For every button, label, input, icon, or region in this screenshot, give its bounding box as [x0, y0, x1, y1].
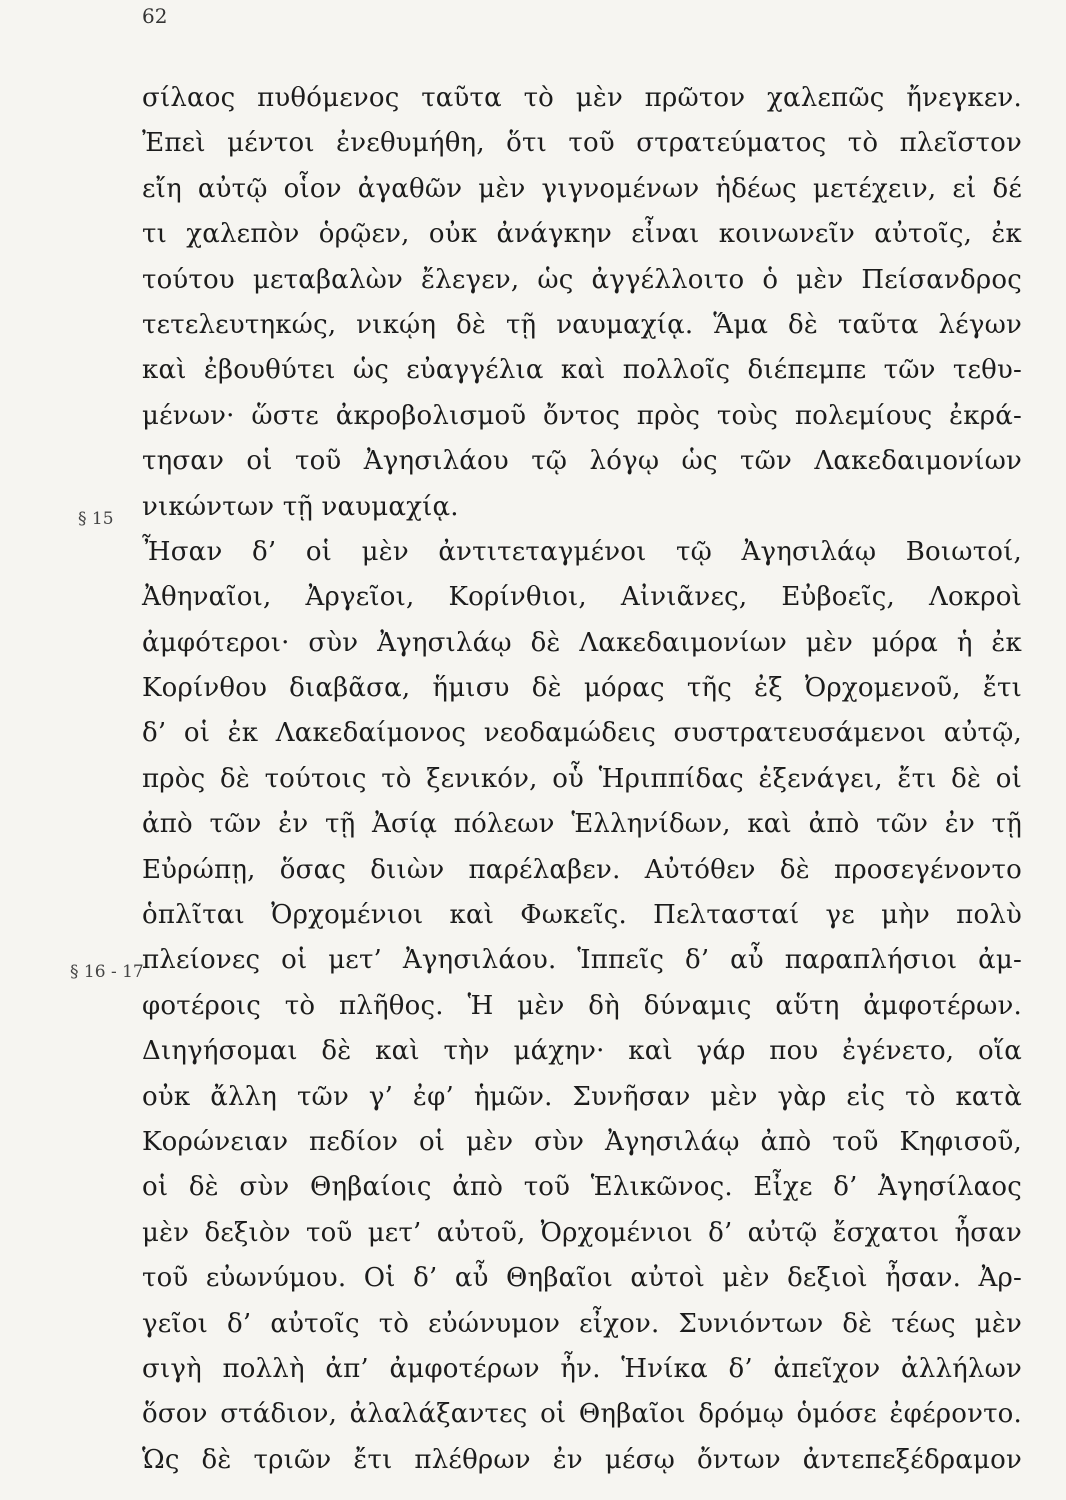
text-body — [142, 76, 1022, 1483]
margin-note-section-16-17: § 16 - 17 — [70, 962, 144, 982]
text-line: τησαν οἱ τοῦ Ἀγησιλάου τῷ λόγῳ ὡς τῶν Λακεδαιμονίων — [142, 446, 1022, 477]
page-number: 62 — [142, 4, 168, 28]
text-line: ὅσον στάδιον, ἀλαλάξαντες οἱ Θηβαῖοι δρόμῳ ὁμόσε ἐφέροντο. — [142, 1399, 1022, 1430]
text-line: οὐκ ἄλλη τῶν γ’ ἐφ’ ἡμῶν. Συνῆσαν μὲν γὰρ εἰς τὸ κατὰ — [142, 1081, 1022, 1112]
text-line: δ’ οἱ ἐκ Λακεδαίμονος νεοδαμώδεις συστρατευσάμενοι αὐτῷ, — [142, 718, 1022, 749]
text-line: τούτου μεταβαλὼν ἔλεγεν, ὡς ἀγγέλλοιτο ὁ μὲν Πείσανδρος — [142, 264, 1022, 295]
text-line: εἴη αὐτῷ οἷον ἀγαθῶν μὲν γιγνομένων ἡδέως μετέχειν, εἰ δέ — [142, 173, 1022, 204]
text-line: Ἐπεὶ μέντοι ἐνεθυμήθη, ὅτι τοῦ στρατεύματος τὸ πλεῖστον — [142, 128, 1022, 159]
text-line: τοῦ εὐωνύμου. Οἱ δ’ αὖ Θηβαῖοι αὐτοὶ μὲν δεξιοὶ ἦσαν. Ἀρ- — [142, 1263, 1022, 1294]
text-line: πλείονες οἱ μετ’ Ἀγησιλάου. Ἱππεῖς δ’ αὖ παραπλήσιοι ἀμ- — [142, 945, 1022, 976]
text-line: τι χαλεπὸν ὁρῷεν, οὐκ ἀνάγκην εἶναι κοινωνεῖν αὐτοῖς, ἐκ — [142, 219, 1022, 250]
text-line: καὶ ἐβουθύτει ὡς εὐαγγέλια καὶ πολλοῖς διέπεμπε τῶν τεθυ- — [142, 355, 1022, 386]
text-line: σίλαος πυθόμενος ταῦτα τὸ μὲν πρῶτον χαλεπῶς ἤνεγκεν. — [142, 83, 1022, 113]
text-line: Κορίνθου διαβᾶσα, ἥμισυ δὲ μόρας τῆς ἐξ Ὀρχομενοῦ, ἔτι — [142, 673, 1022, 704]
text-line: Ὡς δὲ τριῶν ἔτι πλέθρων ἐν μέσῳ ὄντων ἀντεπεξέδραμον — [142, 1444, 1022, 1475]
text-line: Διηγήσομαι δὲ καὶ τὴν μάχην· καὶ γάρ που ἐγένετο, οἵα — [142, 1036, 1022, 1067]
text-line: Κορώνειαν πεδίον οἱ μὲν σὺν Ἀγησιλάῳ ἀπὸ τοῦ Κηφισοῦ, — [142, 1126, 1022, 1157]
text-line: γεῖοι δ’ αὐτοῖς τὸ εὐώνυμον εἶχον. Συνιόντων δὲ τέως μὲν — [142, 1308, 1022, 1339]
text-line: σιγὴ πολλὴ ἀπ’ ἀμφοτέρων ἦν. Ἡνίκα δ’ ἀπεῖχον ἀλλήλων — [142, 1353, 1022, 1384]
text-line: Ἀθηναῖοι, Ἀργεῖοι, Κορίνθιοι, Αἰνιᾶνες, Εὐβοεῖς, Λοκροὶ — [142, 582, 1022, 613]
margin-note-section-15: § 15 — [78, 509, 114, 529]
text-line: ἀμφότεροι· σὺν Ἀγησιλάῳ δὲ Λακεδαιμονίων μὲν μόρα ἡ ἐκ — [142, 627, 1022, 658]
text-line: μὲν δεξιὸν τοῦ μετ’ αὐτοῦ, Ὀρχομένιοι δ’ αὐτῷ ἔσχατοι ἦσαν — [142, 1217, 1022, 1248]
text-line: ὁπλῖται Ὀρχομένιοι καὶ Φωκεῖς. Πελτασταί γε μὴν πολὺ — [142, 900, 1022, 931]
text-line: Εὐρώπῃ, ὅσας διιὼν παρέλαβεν. Αὐτόθεν δὲ προσεγένοντο — [142, 854, 1022, 885]
text-line: ἀπὸ τῶν ἐν τῇ Ἀσίᾳ πόλεων Ἑλληνίδων, καὶ ἀπὸ τῶν ἐν τῇ — [142, 809, 1022, 840]
text-line: φοτέροις τὸ πλῆθος. Ἡ μὲν δὴ δύναμις αὕτη ἀμφοτέρων. — [142, 990, 1022, 1021]
text-line: οἱ δὲ σὺν Θηβαίοις ἀπὸ τοῦ Ἑλικῶνος. Εἶχε δ’ Ἀγησίλαος — [142, 1172, 1022, 1203]
text-line: πρὸς δὲ τούτοις τὸ ξενικόν, οὗ Ἡριππίδας ἐξενάγει, ἔτι δὲ οἱ — [142, 763, 1022, 794]
text-line: τετελευτηκώς, νικῴη δὲ τῇ ναυμαχίᾳ. Ἅμα δὲ ταῦτα λέγων — [142, 309, 1022, 340]
text-line: νικώντων τῇ ναυμαχίᾳ. — [142, 491, 459, 522]
text-line: μένων· ὥστε ἀκροβολισμοῦ ὄντος πρὸς τοὺς πολεμίους ἐκρά- — [142, 400, 1022, 431]
text-line: Ἦσαν δ’ οἱ μὲν ἀντιτεταγμένοι τῷ Ἀγησιλάῳ Βοιωτοί, — [142, 536, 1022, 567]
